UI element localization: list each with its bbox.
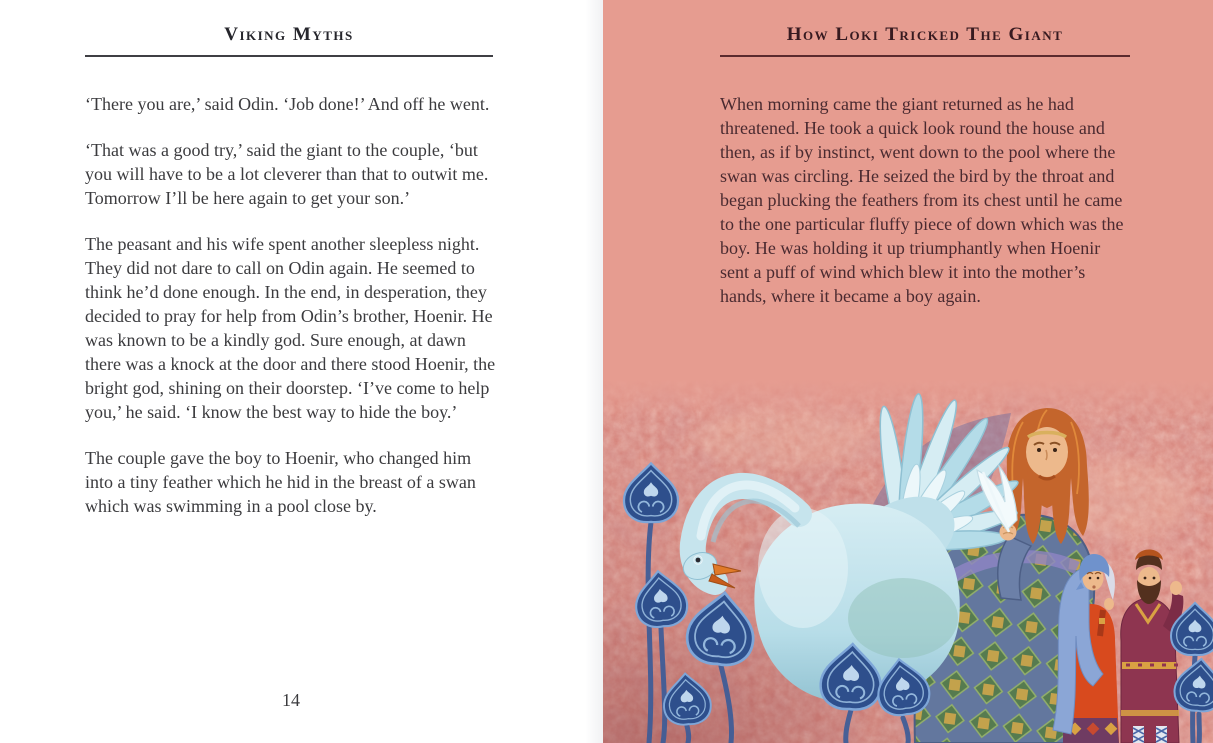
illustration-canvas [603,378,1213,743]
left-page-title: Viking Myths [224,24,354,45]
left-title-rule [85,55,493,57]
right-page-text [720,92,1128,330]
chapter-title: How Loki Tricked The Giant [786,24,1064,45]
paragraph: ‘That was a good try,’ said the giant to the couple, ‘but you will have to be a lot cleverer than that to outwit me. Tomorrow I’ll be here again to get your son.’ [85,140,489,208]
left-page [0,0,603,743]
swan-eye [696,558,701,563]
paragraph: ‘There you are,’ said Odin. ‘Job done!’ And off he went. [85,94,490,114]
paragraph: When morning came the giant returned as he had threatened. He took a quick look round the house and then, as if by instinct, went down to the pool where the swan was circling. He seized the bird by the throat and began plucking the feathers from its chest until he came to the one particular fluffy piece of down which was the boy. He was holding it up triumphantly when Hoenir sent a puff of wind which blew it into the mother’s hands, where it became a boy again. [720,94,1124,306]
mother-hand [1104,598,1114,610]
paragraph: The peasant and his wife spent another sleepless night. They did not dare to call on Odin again. He seemed to think he’d done enough. In the end, in desperation, they decided to pray for help from Odin’s brother, Hoenir. He was known to be a kindly god. Sure enough, at dawn there was a knock at the door and there stood Hoenir, the bright god, shining on their doorstep. ‘I’ve come to help you,’ he said. ‘I know the best way to hide the boy.’ [85,234,496,422]
left-page-text [85,92,500,540]
page-number: 14 [282,690,300,710]
right-title-rule [720,55,1130,57]
paragraph: The couple gave the boy to Hoenir, who changed him into a tiny feather which he hid in the breast of a swan which was swimming in a pool close by. [85,448,476,516]
right-page [603,0,1213,743]
story-illustration [603,378,1213,743]
father-hand [1170,581,1182,595]
